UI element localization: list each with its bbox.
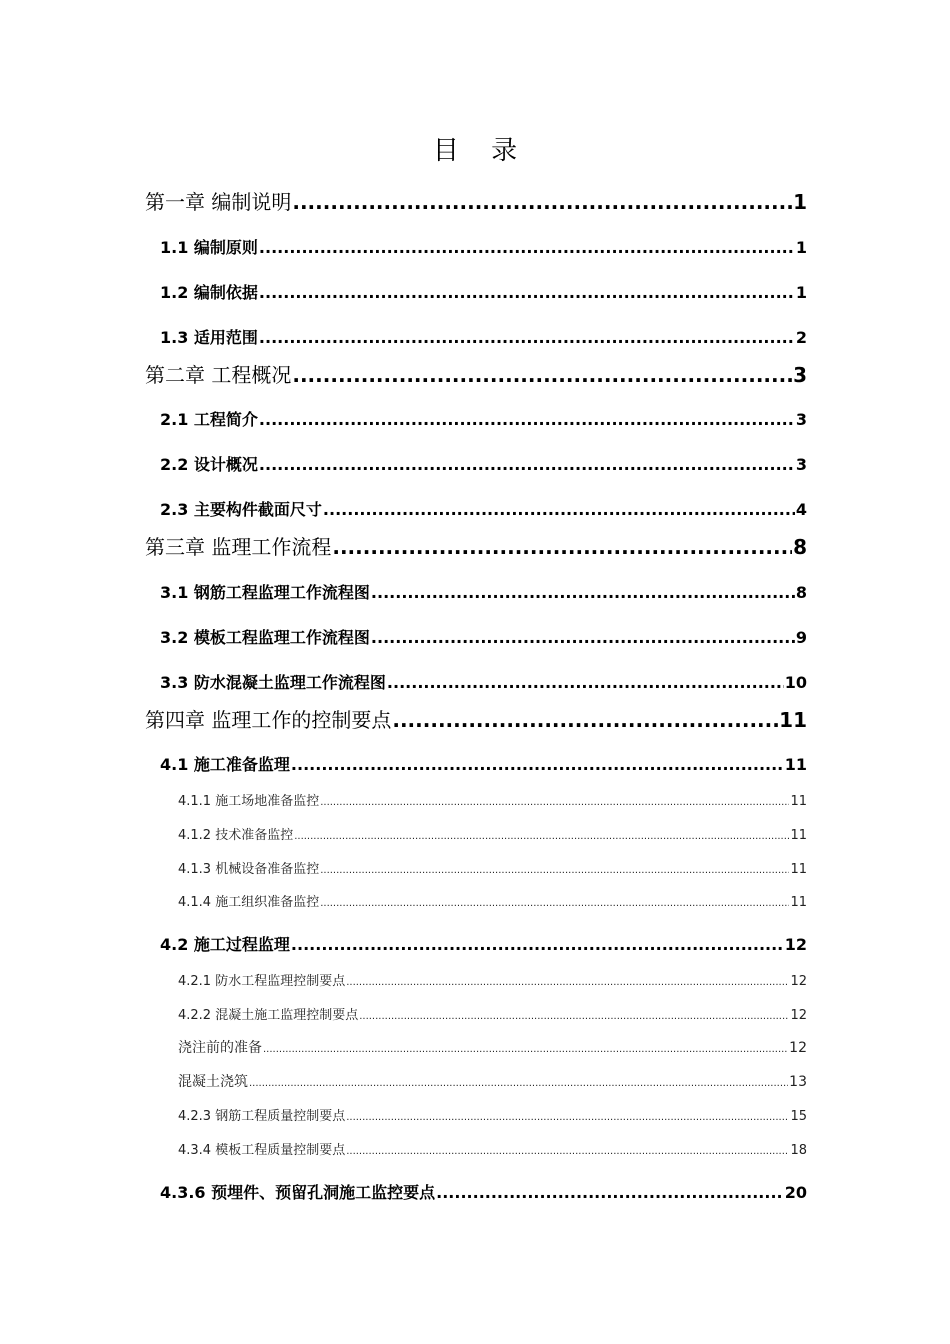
toc-page-number: 11 (790, 828, 807, 843)
toc-entry-4-1[interactable] (160, 752, 807, 775)
toc-entry-text: 3.1 钢筋工程监理工作流程图 (160, 583, 370, 602)
toc-page-number: 1 (793, 190, 807, 214)
toc-leader (323, 500, 795, 519)
toc-page-number: 11 (784, 755, 807, 774)
toc-leader (259, 238, 795, 257)
toc-entry-text: 4.2 施工过程监理 (160, 935, 290, 954)
toc-entry-text: 1.2 编制依据 (160, 283, 258, 302)
toc-entry-4-1-2[interactable] (178, 824, 807, 843)
toc-entry-2-2[interactable] (160, 452, 807, 475)
toc-entry-text: 3.3 防水混凝土监理工作流程图 (160, 673, 386, 692)
toc-leader (346, 1112, 789, 1123)
toc-entry-text: 1.1 编制原则 (160, 238, 258, 257)
toc-entry-4-2[interactable] (160, 932, 807, 955)
toc-entry-4-2-2[interactable] (178, 1004, 807, 1023)
toc-page-number: 11 (790, 794, 807, 809)
toc-leader (291, 935, 784, 954)
toc-page-number: 12 (789, 1040, 807, 1056)
toc-page-number: 1 (795, 283, 807, 302)
toc-entry-chapter-3[interactable] (145, 531, 807, 560)
toc-leader (387, 673, 784, 692)
toc-entry-pre-pour[interactable] (178, 1037, 807, 1057)
toc-entry-text: 4.1 施工准备监理 (160, 755, 290, 774)
toc-page-number: 15 (790, 1109, 807, 1124)
toc-entry-text: 1.3 适用范围 (160, 328, 258, 347)
toc-entry-1-3[interactable] (160, 325, 807, 348)
toc-entry-text: 2.3 主要构件截面尺寸 (160, 500, 322, 519)
toc-page-number: 9 (795, 628, 807, 647)
toc-entry-text: 第四章 监理工作的控制要点 (145, 708, 392, 732)
toc-entry-3-3[interactable] (160, 670, 807, 693)
toc-leader (392, 708, 778, 732)
toc-page-number: 18 (790, 1143, 807, 1158)
toc-leader (371, 583, 795, 602)
toc-leader (259, 328, 795, 347)
toc-leader (346, 977, 789, 988)
toc-entry-2-1[interactable] (160, 407, 807, 430)
toc-entry-text: 2.2 设计概况 (160, 455, 258, 474)
toc-leader (436, 1183, 784, 1202)
toc-page-number: 3 (793, 363, 807, 387)
toc-entry-text: 2.1 工程简介 (160, 410, 258, 429)
toc-entry-3-2[interactable] (160, 625, 807, 648)
toc-title: 目 录 (432, 136, 530, 166)
toc-page-number: 11 (779, 708, 807, 732)
toc-entry-text: 4.2.1 防水工程监理控制要点 (178, 974, 346, 989)
toc-entry-text: 3.2 模板工程监理工作流程图 (160, 628, 370, 647)
toc-entry-1-2[interactable] (160, 280, 807, 303)
toc-entry-chapter-2[interactable] (145, 359, 807, 388)
toc-leader (292, 363, 792, 387)
toc-leader (259, 283, 795, 302)
toc-leader (359, 1011, 789, 1022)
toc-leader (320, 797, 789, 808)
toc-entry-text: 第二章 工程概况 (145, 363, 292, 387)
toc-page-number: 12 (790, 1008, 807, 1023)
toc-page-number: 8 (793, 535, 807, 559)
toc-entry-text: 第一章 编制说明 (145, 190, 292, 214)
toc-page-number: 3 (795, 410, 807, 429)
toc-leader (249, 1078, 788, 1089)
toc-entry-4-3-6[interactable] (160, 1180, 807, 1203)
toc-page-number: 12 (784, 935, 807, 954)
toc-leader (259, 455, 795, 474)
toc-entry-4-1-1[interactable] (178, 790, 807, 809)
toc-leader (332, 535, 792, 559)
toc-page-number: 8 (795, 583, 807, 602)
toc-leader (263, 1044, 788, 1055)
toc-page-number: 13 (789, 1074, 807, 1090)
toc-entry-text: 4.2.3 钢筋工程质量控制要点 (178, 1109, 346, 1124)
toc-entry-3-1[interactable] (160, 580, 807, 603)
toc-leader (292, 190, 792, 214)
toc-entry-chapter-1[interactable] (145, 186, 807, 215)
toc-entry-4-3-4[interactable] (178, 1139, 807, 1158)
toc-entry-2-3[interactable] (160, 497, 807, 520)
toc-entry-text: 4.2.2 混凝土施工监理控制要点 (178, 1008, 359, 1023)
toc-entry-4-2-3[interactable] (178, 1105, 807, 1124)
toc-entry-4-2-1[interactable] (178, 970, 807, 989)
toc-leader (371, 628, 795, 647)
toc-entry-text: 第三章 监理工作流程 (145, 535, 332, 559)
toc-leader (291, 755, 784, 774)
toc-entry-text: 4.1.3 机械设备准备监控 (178, 862, 320, 877)
toc-entry-4-1-4[interactable] (178, 891, 807, 910)
toc-entry-1-1[interactable] (160, 235, 807, 258)
toc-entry-text: 4.1.2 技术准备监控 (178, 828, 294, 843)
toc-leader (346, 1146, 789, 1157)
toc-page-number: 11 (790, 895, 807, 910)
toc-entry-text: 4.3.4 模板工程质量控制要点 (178, 1143, 346, 1158)
toc-page-number: 20 (784, 1183, 807, 1202)
toc-page-number: 11 (790, 862, 807, 877)
toc-page-number: 2 (795, 328, 807, 347)
toc-entry-text: 4.3.6 预埋件、预留孔洞施工监控要点 (160, 1183, 436, 1202)
toc-page-number: 3 (795, 455, 807, 474)
toc-entry-text: 4.1.4 施工组织准备监控 (178, 895, 320, 910)
toc-leader (294, 831, 789, 842)
toc-leader (320, 898, 789, 909)
toc-entry-text: 4.1.1 施工场地准备监控 (178, 794, 320, 809)
toc-page-number: 1 (795, 238, 807, 257)
toc-leader (259, 410, 795, 429)
toc-page-number: 4 (795, 500, 807, 519)
toc-entry-4-1-3[interactable] (178, 858, 807, 877)
toc-page-number: 12 (790, 974, 807, 989)
toc-entry-text: 混凝土浇筑 (178, 1074, 248, 1090)
toc-page-number: 10 (784, 673, 807, 692)
toc-entry-chapter-4[interactable] (145, 704, 807, 733)
toc-entry-concrete-pour[interactable] (178, 1071, 807, 1091)
toc-entry-text: 浇注前的准备 (178, 1040, 262, 1056)
toc-leader (320, 865, 789, 876)
